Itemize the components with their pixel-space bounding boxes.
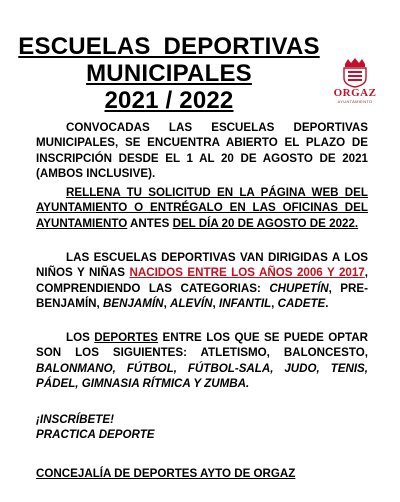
category-infantil: INFANTIL (218, 297, 272, 311)
category-sep: , (212, 297, 219, 311)
title-line-1: ESCUELAS DEPORTIVAS (18, 33, 320, 60)
apply-antes: ANTES (127, 216, 173, 230)
title-line-2: MUNICIPALES (86, 60, 252, 87)
category-sep: , (163, 297, 171, 311)
category-chupetin: CHUPETÍN (269, 281, 329, 295)
category-sep: , (271, 297, 278, 311)
paragraph-age-categories (36, 250, 368, 312)
logo-subtext: AYUNTAMIENTO (337, 99, 373, 104)
category-benjamin: BENJAMÍN (103, 297, 164, 311)
category-cadete: CADETE (277, 297, 326, 311)
closing-call-to-action (36, 412, 368, 443)
birth-years-highlight: NACIDOS ENTRE LOS AÑOS 2006 Y 2017 (129, 266, 365, 280)
sports-intro: LOS (66, 331, 95, 344)
logo-wordmark: ORGAZ (333, 87, 377, 99)
town-crest-icon (333, 58, 377, 114)
closing-line-1: ¡INSCRÍBETE! (36, 413, 114, 426)
category-prebenjamin: , PRE-BENJAMÍN, (36, 281, 368, 311)
paragraph-sports-list (36, 330, 368, 392)
category-end: . (325, 297, 329, 311)
closing-line-2: PRACTICA DEPORTE (36, 428, 155, 442)
title-line-3: 2021 / 2022 (104, 87, 234, 114)
sports-lead: ENTRE LOS QUE SE PUEDE OPTAR SON LOS SIGUIENTES: ATLETISMO, BALONCESTO, (36, 331, 368, 360)
apply-deadline-underlined: DEL DÍA 20 DE AGOSTO DE 2022. (172, 216, 359, 230)
sports-list-italic: BALONMANO, FÚTBOL, FÚTBOL-SALA, JUDO, TENIS, PÁDEL, GIMNASIA RÍTMICA Y ZUMBA. (36, 361, 368, 391)
apply-instructions-underlined: RELLENA TU SOLICITUD EN LA PÁGINA WEB DEL AYUNTAMIENTO O ENTRÉGALO EN LAS OFICINAS DEL AYUNTAMIENTO (36, 186, 368, 230)
category-alevin: ALEVÍN (170, 297, 213, 311)
paragraph-how-to-apply (36, 185, 368, 231)
categories-lead: , COMPRENDIENDO LAS CATEGORIAS: (36, 266, 368, 295)
footer-signature: CONCEJALÍA DE DEPORTES AYTO DE ORGAZ (36, 467, 296, 480)
sports-underlined-word: DEPORTES (94, 331, 159, 344)
paragraph-registration-period: CONVOCADAS LAS ESCUELAS DEPORTIVAS MUNICIPALES, SE ENCUENTRA ABIERTO EL PLAZO DE INSCRIPCIÓN DESDE EL 1 AL 20 DE AGOSTO DE 2021 (AMBOS INCLUSIVE). (36, 121, 368, 181)
categories-intro: LAS ESCUELAS DEPORTIVAS VAN DIRIGIDAS A LOS NIÑOS Y NIÑAS (36, 251, 368, 280)
